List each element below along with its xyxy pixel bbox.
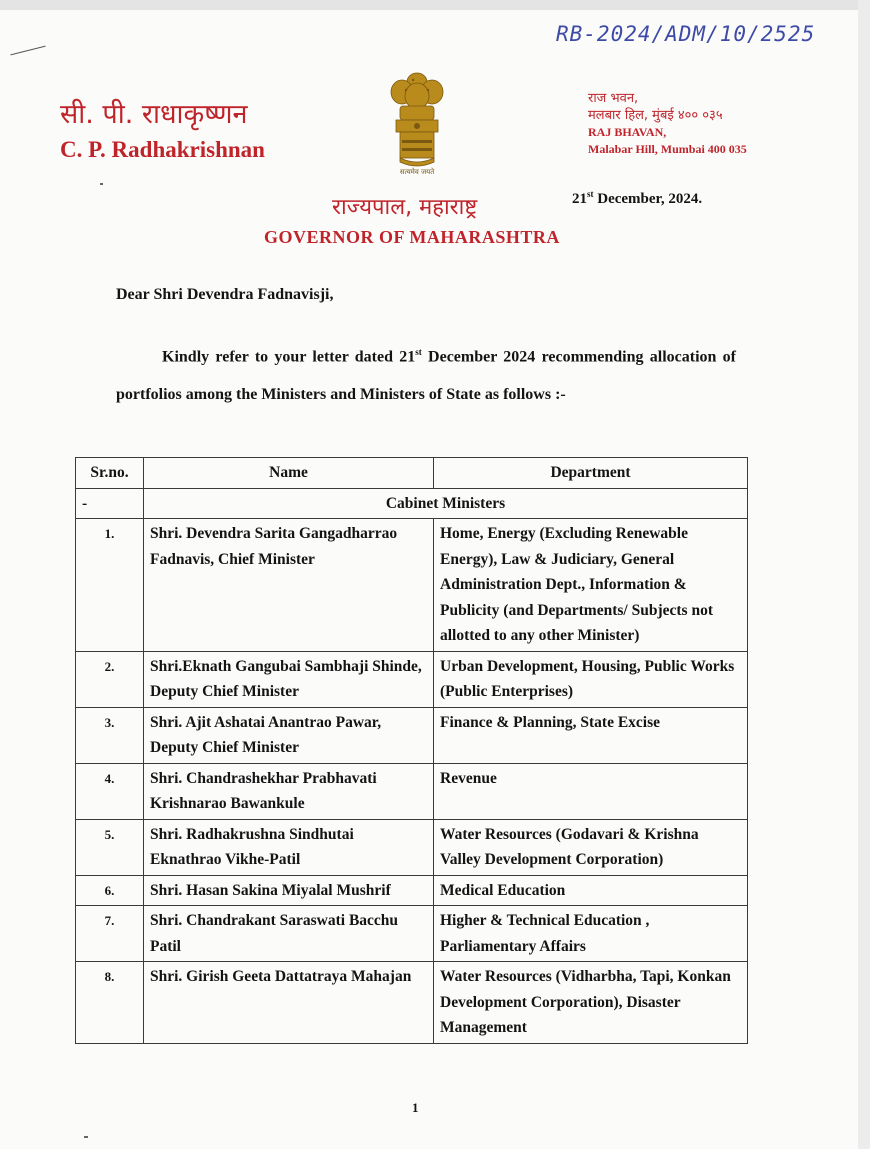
row-minister-name: Shri. Hasan Sakina Miyalal Mushrif xyxy=(144,875,434,906)
row-minister-name: Shri.Eknath Gangubai Sambhaji Shinde, Deputy Chief Minister xyxy=(144,651,434,707)
handwritten-reference-number: RB-2024/ADM/10/2525 xyxy=(556,22,816,46)
table-row xyxy=(76,707,748,763)
portfolio-allocation-table xyxy=(75,457,748,1044)
row-sr-no: 3. xyxy=(76,707,144,763)
row-minister-name: Shri. Girish Geeta Dattatraya Mahajan xyxy=(144,962,434,1044)
row-sr-no: 7. xyxy=(76,906,144,962)
row-minister-name: Shri. Chandrakant Saraswati Bacchu Patil xyxy=(144,906,434,962)
designation-english: GOVERNOR OF MAHARASHTRA xyxy=(264,227,560,247)
section-row xyxy=(76,488,748,519)
row-sr-no: 2. xyxy=(76,651,144,707)
table-row xyxy=(76,763,748,819)
row-department: Higher & Technical Education , Parliamentary Affairs xyxy=(434,906,748,962)
row-minister-name: Shri. Ajit Ashatai Anantrao Pawar, Deputy Chief Minister xyxy=(144,707,434,763)
row-department: Revenue xyxy=(434,763,748,819)
salutation: Dear Shri Devendra Fadnavisji, xyxy=(116,286,334,303)
address-block xyxy=(588,90,747,158)
section-marker: - xyxy=(76,488,144,519)
header-name: Name xyxy=(144,458,434,489)
body-paragraph: Kindly refer to your letter dated 21st December 2024 recommending allocation of portfolios among the Ministers and Ministers of State as follows :- xyxy=(116,347,736,404)
emblem-motto: सत्यमेव जयते xyxy=(399,168,435,176)
section-title: Cabinet Ministers xyxy=(144,488,748,519)
row-department: Finance & Planning, State Excise xyxy=(434,707,748,763)
row-sr-no: 1. xyxy=(76,519,144,652)
address-line-1-english: RAJ BHAVAN, xyxy=(588,125,667,139)
governor-name-english: C. P. Radhakrishnan xyxy=(60,137,265,162)
table-header-row xyxy=(76,458,748,489)
national-emblem-icon xyxy=(386,68,448,176)
designation-hindi: राज्यपाल, महाराष्ट्र xyxy=(332,195,478,220)
row-sr-no: 8. xyxy=(76,962,144,1044)
row-department: Water Resources (Godavari & Krishna Valley Development Corporation) xyxy=(434,819,748,875)
table-row xyxy=(76,651,748,707)
row-department: Water Resources (Vidharbha, Tapi, Konkan Development Corporation), Disaster Management xyxy=(434,962,748,1044)
table-row xyxy=(76,875,748,906)
governor-name-hindi: सी. पी. राधाकृष्णन xyxy=(60,99,248,130)
address-line-2-english: Malabar Hill, Mumbai 400 035 xyxy=(588,142,747,156)
pen-mark xyxy=(10,46,45,56)
row-sr-no: 6. xyxy=(76,875,144,906)
header-sr-no: Sr.no. xyxy=(76,458,144,489)
address-line-1-hindi: राज भवन, xyxy=(588,91,639,106)
row-minister-name: Shri. Radhakrushna Sindhutai Eknathrao Vikhe-Patil xyxy=(144,819,434,875)
row-department: Urban Development, Housing, Public Works (Public Enterprises) xyxy=(434,651,748,707)
row-sr-no: 5. xyxy=(76,819,144,875)
scan-speck xyxy=(100,183,103,185)
row-department: Home, Energy (Excluding Renewable Energy), Law & Judiciary, General Administration Dept., Information & Publicity (and Departments/ Subjects not allotted to any other Minister) xyxy=(434,519,748,652)
row-sr-no: 4. xyxy=(76,763,144,819)
table-row xyxy=(76,819,748,875)
table-row xyxy=(76,962,748,1044)
page-number: 1 xyxy=(412,1100,419,1115)
scan-right-edge xyxy=(858,0,870,1149)
row-minister-name: Shri. Devendra Sarita Gangadharrao Fadnavis, Chief Minister xyxy=(144,519,434,652)
row-department: Medical Education xyxy=(434,875,748,906)
table-row xyxy=(76,906,748,962)
address-line-2-hindi: मलबार हिल, मुंबई ४०० ०३५ xyxy=(588,108,723,123)
scan-speck xyxy=(84,1136,88,1138)
scan-top-edge xyxy=(0,0,858,10)
row-minister-name: Shri. Chandrashekhar Prabhavati Krishnarao Bawankule xyxy=(144,763,434,819)
letter-date: 21st December, 2024. xyxy=(572,189,703,207)
header-department: Department xyxy=(434,458,748,489)
table-row xyxy=(76,519,748,652)
